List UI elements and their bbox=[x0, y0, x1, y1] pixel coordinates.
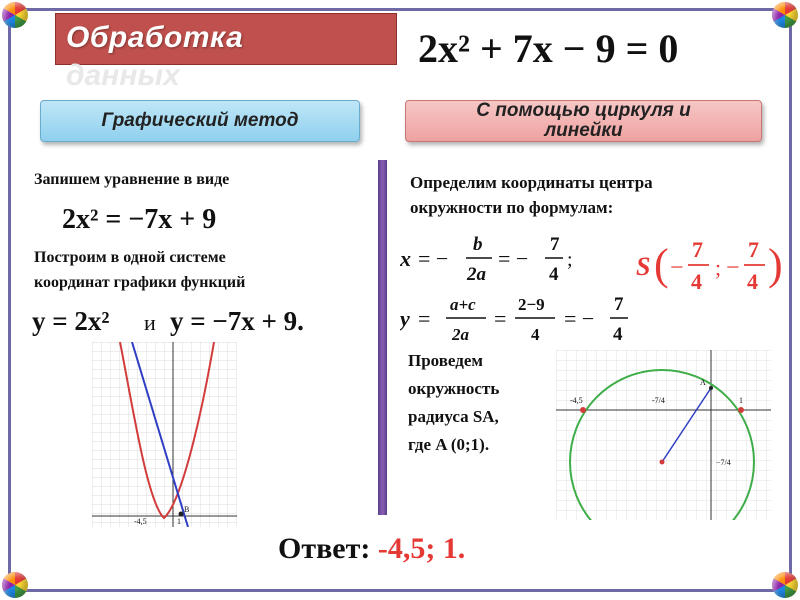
label-a: A bbox=[700, 378, 706, 387]
intersection-point bbox=[179, 512, 184, 517]
svg-text:;: ; bbox=[567, 249, 573, 271]
page-title: Обработка bbox=[66, 21, 244, 54]
svg-text:= −: = − bbox=[498, 246, 529, 271]
right-text-circle bbox=[408, 347, 499, 459]
right-text-circle-line4: где A (0;1). bbox=[408, 435, 490, 454]
svg-text:4: 4 bbox=[531, 325, 540, 344]
decor-ball-icon bbox=[2, 572, 28, 598]
svg-text:4: 4 bbox=[747, 269, 758, 294]
decor-ball-icon bbox=[772, 572, 798, 598]
main-equation bbox=[418, 16, 788, 76]
frame-top-border bbox=[10, 8, 790, 11]
answer bbox=[278, 532, 465, 566]
formula-y bbox=[400, 290, 640, 350]
svg-text:y = −7x + 9.: y = −7x + 9. bbox=[170, 306, 304, 336]
main-equation-text: 2x² + 7x − 9 = 0 bbox=[418, 26, 679, 71]
frame-bottom-border bbox=[10, 589, 790, 592]
svg-text:b: b bbox=[473, 234, 483, 255]
right-text-define-line2: окружности по формулам: bbox=[410, 198, 614, 217]
svg-text:2a: 2a bbox=[452, 325, 469, 344]
svg-text:−: − bbox=[670, 255, 684, 281]
svg-text:7: 7 bbox=[614, 294, 624, 315]
label-left: -4,5 bbox=[570, 396, 583, 405]
svg-text:2−9: 2−9 bbox=[518, 295, 545, 314]
svg-text:=: = bbox=[494, 306, 507, 331]
svg-text:y = 2x²: y = 2x² bbox=[32, 306, 110, 336]
svg-text:4: 4 bbox=[549, 264, 559, 285]
answer-label: Ответ: bbox=[278, 532, 371, 565]
left-text-build-line2: координат графики функций bbox=[34, 274, 246, 291]
compass-method-line2: линейки bbox=[544, 120, 623, 141]
svg-text:7: 7 bbox=[692, 237, 703, 262]
left-text-build bbox=[34, 245, 245, 295]
svg-text:7: 7 bbox=[748, 237, 759, 262]
point-b-label: B bbox=[184, 505, 190, 514]
svg-text:a+c: a+c bbox=[450, 295, 476, 314]
center-point bbox=[660, 460, 665, 465]
frame-left-border bbox=[8, 8, 11, 592]
compass-method-line1: С помощью циркуля и bbox=[476, 100, 691, 121]
svg-text:−: − bbox=[726, 255, 740, 281]
left-graph-grid bbox=[92, 342, 237, 527]
svg-text:= −: = − bbox=[564, 306, 595, 331]
graphic-method-label: Графический метод bbox=[40, 100, 360, 142]
answer-value: -4,5; 1. bbox=[377, 532, 466, 565]
svg-text:4: 4 bbox=[691, 269, 702, 294]
right-text-define-line1: Определим координаты центра bbox=[410, 173, 653, 192]
svg-text:2a: 2a bbox=[467, 264, 486, 285]
left-equation-1 bbox=[62, 198, 322, 238]
compass-method-label bbox=[405, 100, 762, 142]
svg-text:y: y bbox=[400, 306, 410, 331]
svg-text:2x² = −7x + 9: 2x² = −7x + 9 bbox=[62, 204, 217, 235]
tick-right-label: 1 bbox=[177, 517, 181, 526]
svg-text:4: 4 bbox=[613, 324, 623, 345]
left-text-rewrite: Запишем уравнение в виде bbox=[34, 171, 230, 188]
label-mid: -7/4 bbox=[652, 396, 665, 405]
svg-text:x: x bbox=[400, 246, 411, 271]
left-equation-2 bbox=[32, 300, 362, 340]
svg-text:= −: = − bbox=[418, 246, 449, 271]
tick-left-label: -4,5 bbox=[134, 517, 147, 526]
right-graph-grid bbox=[556, 350, 771, 520]
center-s-formula bbox=[636, 233, 786, 303]
svg-text:(: ( bbox=[654, 240, 669, 289]
frame-right-border bbox=[789, 8, 792, 592]
decor-ball-icon bbox=[2, 2, 28, 28]
right-text-circle-line1: Проведем bbox=[408, 351, 483, 370]
svg-text:=: = bbox=[418, 306, 431, 331]
svg-text:;: ; bbox=[715, 255, 722, 280]
root-left-point bbox=[580, 407, 586, 413]
svg-text:7: 7 bbox=[550, 234, 560, 255]
right-text-define bbox=[410, 170, 653, 220]
left-text-build-line1: Построим в одной системе bbox=[34, 249, 226, 266]
root-right-point bbox=[738, 407, 744, 413]
left-graph bbox=[92, 342, 237, 527]
page-title-overflow: данных bbox=[66, 59, 180, 92]
svg-text:S: S bbox=[636, 252, 651, 281]
label-y: −7/4 bbox=[716, 458, 731, 467]
right-text-circle-line3: радиуса SA, bbox=[408, 407, 499, 426]
svg-text:): ) bbox=[768, 240, 783, 289]
point-a bbox=[709, 386, 713, 390]
svg-text:и: и bbox=[144, 310, 156, 335]
right-text-circle-line2: окружность bbox=[408, 379, 500, 398]
right-graph bbox=[556, 350, 771, 520]
column-divider bbox=[378, 160, 387, 515]
label-right: 1 bbox=[739, 396, 743, 405]
formula-x bbox=[400, 230, 590, 290]
